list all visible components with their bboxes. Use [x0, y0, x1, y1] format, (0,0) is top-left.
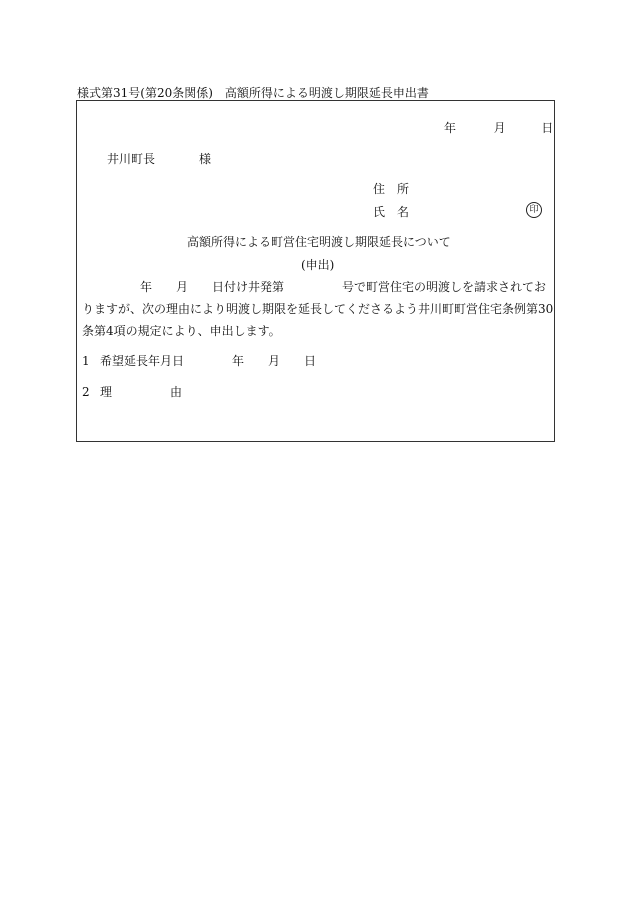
item-reason-label-a: 理 [100, 385, 113, 399]
body-month-label: 月 [176, 280, 189, 294]
date-month-label: 月 [493, 121, 506, 135]
addressee-line [107, 150, 211, 167]
subject-subtitle: (申出) [301, 258, 335, 272]
body-line-3: 条第4項の規定により、申出します。 [82, 324, 281, 338]
submission-date-line [444, 119, 553, 136]
item-date-month: 月 [268, 354, 281, 368]
applicant-address-label: 住 所 [373, 182, 410, 196]
form-box [76, 100, 555, 442]
form-heading: 様式第31号(第20条関係) 高額所得による明渡し期限延長申出書 [77, 86, 429, 100]
applicant-name-label: 氏 名 [373, 205, 410, 219]
item-date-day: 日 [304, 354, 317, 368]
subject-title: 高額所得による町営住宅明渡し期限延長について [187, 235, 451, 249]
body-line-2: りますが、次の理由により明渡し期限を延長してくださるよう井川町町営住宅条例第30 [82, 302, 554, 316]
item-date-year: 年 [232, 354, 245, 368]
body-date-reference: 日付け井発第 [212, 280, 285, 294]
date-day-label: 日 [541, 121, 554, 135]
item-desired-extension-date [82, 352, 316, 369]
item-reason-label-b: 由 [170, 385, 183, 399]
body-year-label: 年 [140, 280, 153, 294]
item-number: 2 [82, 385, 90, 399]
item-reason [82, 383, 182, 400]
body-line-1 [82, 276, 552, 298]
seal-mark: 印 [526, 202, 542, 218]
body-number-reference: 号で町営住宅の明渡しを請求されてお [342, 280, 547, 294]
item-label: 希望延長年月日 [100, 354, 185, 368]
item-number: 1 [82, 354, 90, 368]
request-body [82, 276, 552, 342]
date-year-label: 年 [444, 121, 457, 135]
addressee-honorific: 様 [199, 152, 212, 166]
addressee-name: 井川町長 [107, 152, 156, 166]
